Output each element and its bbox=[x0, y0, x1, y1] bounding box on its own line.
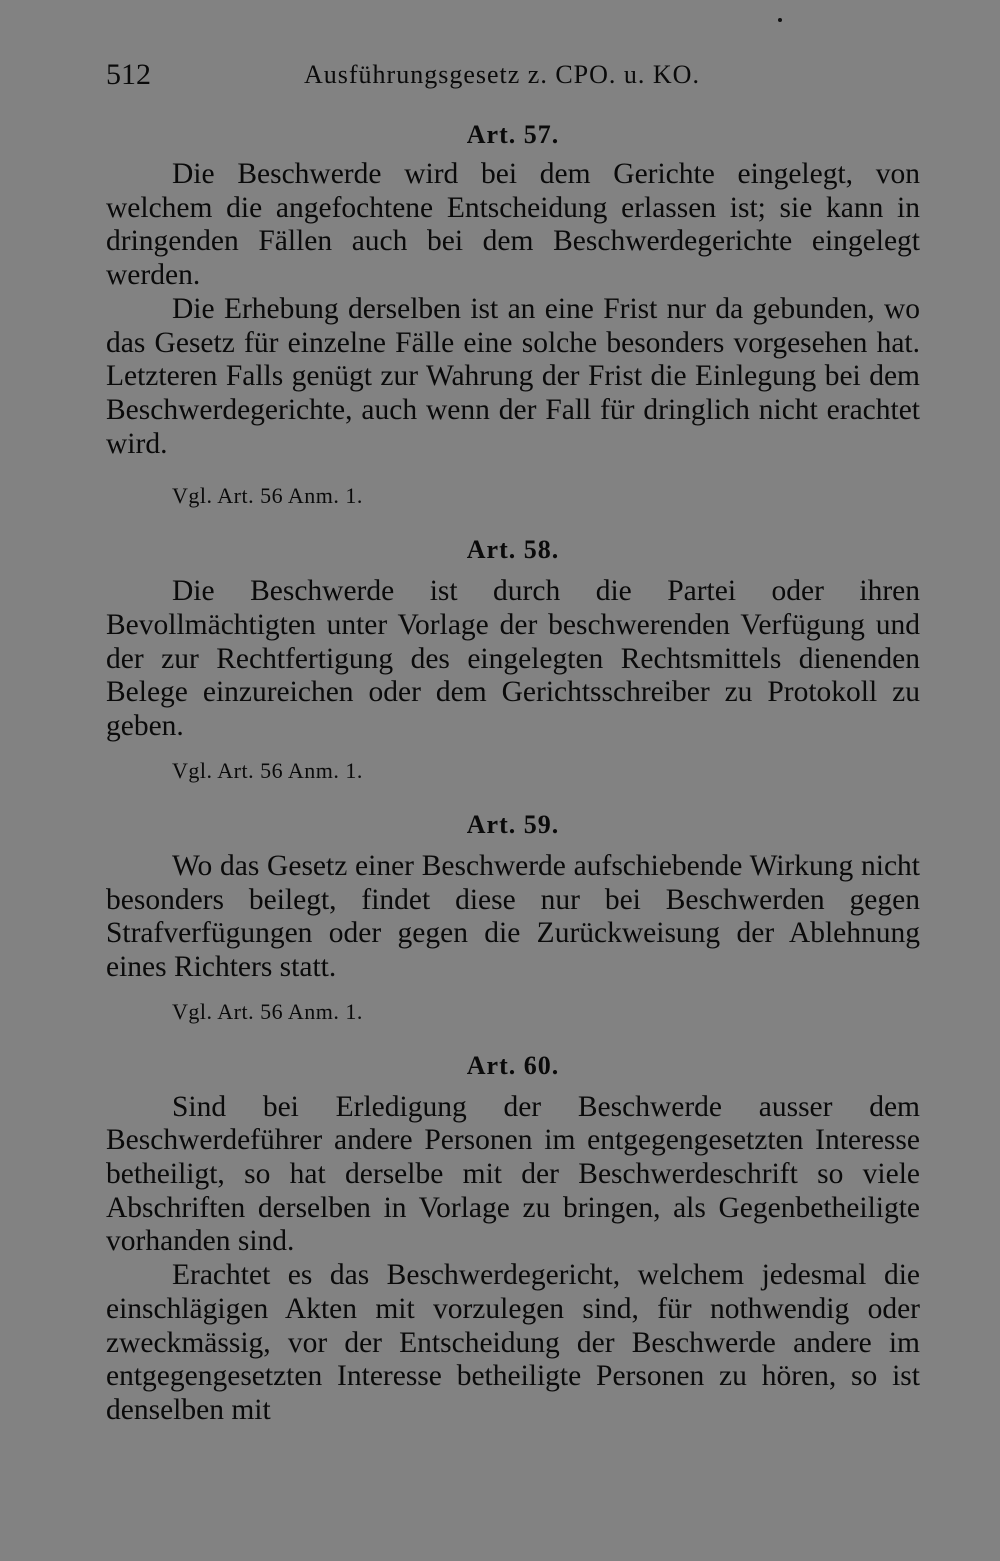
article-paragraph: Erachtet es das Beschwerdegericht, welchem jedesmal die einschlägigen Akten mit vorzulegen sind, für nothwendig oder zweckmässig, vor der Entscheidung der Beschwerde andere im entgegengesetzten Interesse betheiligte Personen zu hören, so ist denselben mit bbox=[106, 1259, 920, 1426]
cross-reference: Vgl. Art. 56 Anm. 1. bbox=[172, 998, 363, 1024]
book-page bbox=[106, 52, 920, 1428]
article-paragraph: Sind bei Erledigung der Beschwerde ausser dem Beschwerdeführer andere Personen im entgegengesetzten Interesse betheiligt, so hat derselbe mit der Beschwerdeschrift so viele Abschriften derselben in Vorlage zu bringen, als Gegenbetheiligte vorhanden sind. bbox=[106, 1090, 920, 1258]
article-heading: Art. 58. bbox=[466, 535, 560, 565]
print-speck bbox=[778, 18, 782, 22]
article-heading: Art. 60. bbox=[466, 1050, 560, 1080]
cross-reference: Vgl. Art. 56 Anm. 1. bbox=[172, 757, 363, 783]
article-58 bbox=[106, 535, 920, 784]
article-paragraph: Die Beschwerde ist durch die Partei oder ihren Bevollmächtigten unter Vorlage der beschwerenden Verfügung und der zur Rechtfertigung des eingelegten Rechtsmittels dienenden Belege einzureichen oder dem Gerichtsschreiber zu Protokoll zu geben. bbox=[106, 575, 920, 743]
article-paragraph: Wo das Gesetz einer Beschwerde aufschiebende Wirkung nicht besonders beilegt, findet diese nur bei Beschwerden gegen Strafverfügungen oder gegen die Zurückweisung der Ablehnung eines Richters statt. bbox=[106, 849, 920, 983]
article-heading: Art. 57. bbox=[466, 120, 560, 149]
page-number: 512 bbox=[106, 58, 151, 91]
article-60 bbox=[106, 1051, 920, 1428]
article-paragraph: Die Beschwerde wird bei dem Gerichte eingelegt, von welchem die angefochtene Entscheidung erlassen ist; sie kann in dringenden Fällen auch bei dem Beschwerdegerichte eingelegt werden. bbox=[106, 158, 920, 292]
article-59 bbox=[106, 810, 920, 1025]
article-57 bbox=[106, 120, 920, 509]
cross-reference: Vgl. Art. 56 Anm. 1. bbox=[172, 483, 363, 509]
running-title: Ausführungsgesetz z. CPO. u. KO. bbox=[304, 60, 700, 89]
article-paragraph: Die Erhebung derselben ist an eine Frist nur da gebunden, wo das Gesetz für einzelne Fälle eine solche besonders vorgesehen hat. Letzteren Falls genügt zur Wahrung der Frist die Einlegung bei dem Beschwerdegerichte, auch wenn der Fall für dringlich nicht erachtet wird. bbox=[106, 292, 920, 460]
page-header bbox=[106, 52, 920, 98]
article-heading: Art. 59. bbox=[466, 809, 560, 839]
